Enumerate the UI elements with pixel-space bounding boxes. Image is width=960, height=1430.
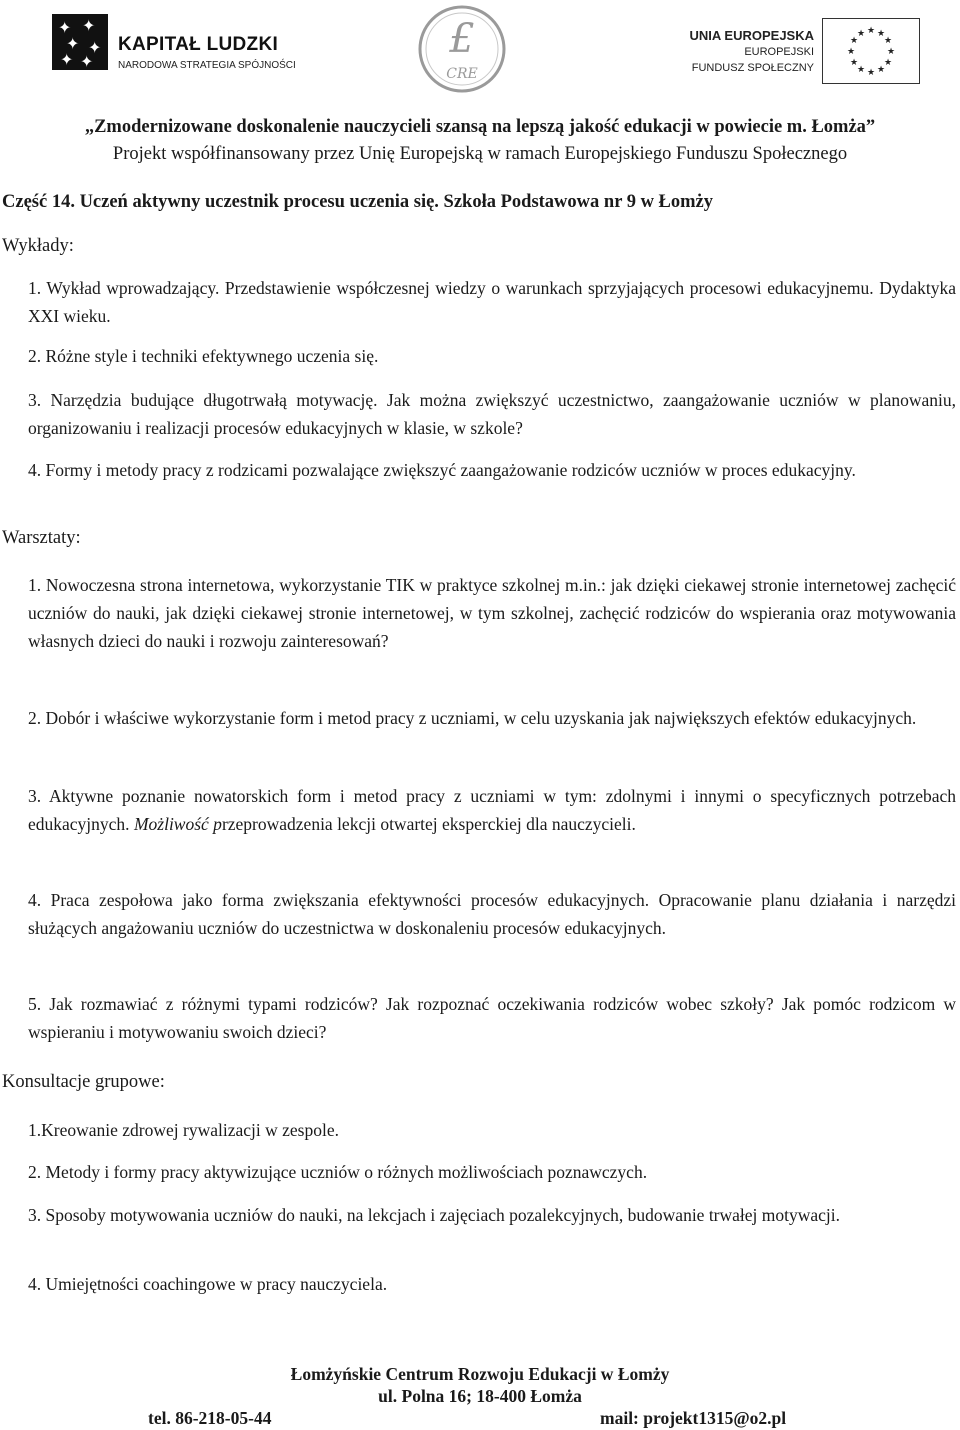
svg-text:★: ★	[866, 26, 876, 36]
footer-org: Łomżyńskie Centrum Rozwoju Edukacji w Łomży	[290, 1364, 670, 1384]
footer-phone: tel. 86-218-05-44	[148, 1408, 272, 1428]
consultation-item: 4. Umiejętności coachingowe w pracy nauczyciela.	[28, 1274, 388, 1294]
svg-text:★: ★	[886, 47, 896, 57]
svg-text:★: ★	[856, 29, 866, 39]
ue-line2: EUROPEJSKI	[744, 46, 814, 58]
workshop-item: 2. Dobór i właściwe wykorzystanie form i metod pracy z uczniami, w celu uzyskania jak największych efektów edukacyjnych.	[28, 708, 917, 728]
lecture-item: 2. Różne style i techniki efektywnego uczenia się.	[28, 346, 379, 366]
workshop-item: 1. Nowoczesna strona internetowa, wykorzystanie TIK w praktyce szkolnej m.in.: jak dzięki ciekawej stronie internetowej zachęcić uczniów do nauki, jak dzięki ciekawej stronie internetowej, w tym szkolnej, zachęcić rodziców do wspierania oraz motywowania własnych dzieci do nauki i rozwoju zainteresowań?	[28, 575, 956, 651]
project-header	[0, 114, 960, 168]
workshop-item-3-text: 3. Aktywne poznanie nowatorskich form i metod pracy z uczniami w tym: zdolnymi i innymi o specyficznych potrzebach edukacyjnych.	[28, 786, 956, 834]
svg-text:★: ★	[849, 58, 859, 68]
lecture-item: 3. Narzędzia budujące długotrwałą motywację. Jak można zwiększyć uczestnictwo, zaangażowanie uczniów w planowaniu, organizowaniu i realizacji procesów edukacyjnych w klasie, w szkole?	[28, 390, 956, 438]
workshop-item: 5. Jak rozmawiać z różnymi typami rodziców? Jak rozpoznać oczekiwania rodziców wobec szkoły? Jak pomóc rodzicom w wspieraniu i motywowaniu swoich dzieci?	[28, 994, 956, 1042]
kapital-ludzki-title: KAPITAŁ LUDZKI	[118, 34, 279, 55]
logo-bar	[0, 0, 960, 100]
part-title: Część 14. Uczeń aktywny uczestnik procesu uczenia się. Szkoła Podstawowa nr 9 w Łomży	[2, 192, 714, 212]
lcre-seal-logo	[417, 4, 507, 94]
footer-address: ul. Polna 16; 18-400 Łomża	[378, 1386, 582, 1406]
project-title: „Zmodernizowane doskonalenie nauczycieli szansą na lepszą jakość edukacji w powiecie m. Łomża”	[84, 117, 876, 137]
svg-text:★: ★	[876, 65, 886, 75]
svg-text:★: ★	[866, 68, 876, 78]
svg-text:★: ★	[846, 47, 856, 57]
project-funding-line: Projekt współfinansowany przez Unię Europejską w ramach Europejskiego Funduszu Społecznego	[112, 144, 848, 164]
kapital-ludzki-logo	[52, 8, 296, 78]
lecture-item: 4. Formy i metody pracy z rodzicami pozwalające zwiększyć zaangażowanie rodziców uczniów w proces edukacyjny.	[28, 460, 856, 480]
footer-email: mail: projekt1315@o2.pl	[600, 1408, 787, 1428]
kapital-ludzki-subtitle: NARODOWA STRATEGIA SPÓJNOŚCI	[118, 60, 296, 71]
workshop-item-3-italic: Możliwość p	[133, 814, 222, 834]
consultation-item: 1.Kreowanie zdrowej rywalizacji w zespole.	[28, 1120, 339, 1140]
svg-text:★: ★	[849, 36, 859, 46]
eu-flag-icon	[822, 18, 920, 84]
svg-text:CRE: CRE	[446, 66, 478, 82]
svg-text:★: ★	[876, 29, 886, 39]
ue-line3: FUNDUSZ SPOŁECZNY	[691, 62, 814, 74]
workshop-item-3	[28, 782, 956, 838]
svg-text:★: ★	[883, 36, 893, 46]
workshops-heading: Warsztaty:	[2, 528, 81, 548]
consultation-item: 3. Sposoby motywowania uczniów do nauki, na lekcjach i zajęciach pozalekcyjnych, budowanie trwałej motywacji.	[28, 1205, 841, 1225]
svg-text:★: ★	[883, 58, 893, 68]
workshop-item-3-rest: rzeprowadzenia lekcji otwartej eksperckiej dla nauczycieli.	[221, 814, 636, 834]
lectures-heading: Wykłady:	[2, 236, 74, 256]
svg-text:★: ★	[856, 65, 866, 75]
svg-text:£: £	[449, 16, 475, 62]
consultation-item: 2. Metody i formy pracy aktywizujące uczniów o różnych możliwościach poznawczych.	[28, 1162, 648, 1182]
workshop-item: 4. Praca zespołowa jako forma zwiększania efektywności procesów edukacyjnych. Opracowanie planu działania i narzędzi służących angażowaniu uczniów do uczestnictwa w doskonaleniu procesów edukacyjnych.	[28, 890, 956, 938]
lecture-item: 1. Wykład wprowadzający. Przedstawienie współczesnej wiedzy o warunkach sprzyjających procesowi edukacyjnemu. Dydaktyka XXI wieku.	[28, 278, 956, 326]
kapital-ludzki-mark-icon: ✦ ✦ ✦ ✦ ✦ ✦	[52, 14, 108, 70]
consultations-heading: Konsultacje grupowe:	[2, 1072, 165, 1092]
unia-europejska-logo	[689, 10, 940, 80]
ue-line1: UNIA EUROPEJSKA	[689, 28, 814, 43]
